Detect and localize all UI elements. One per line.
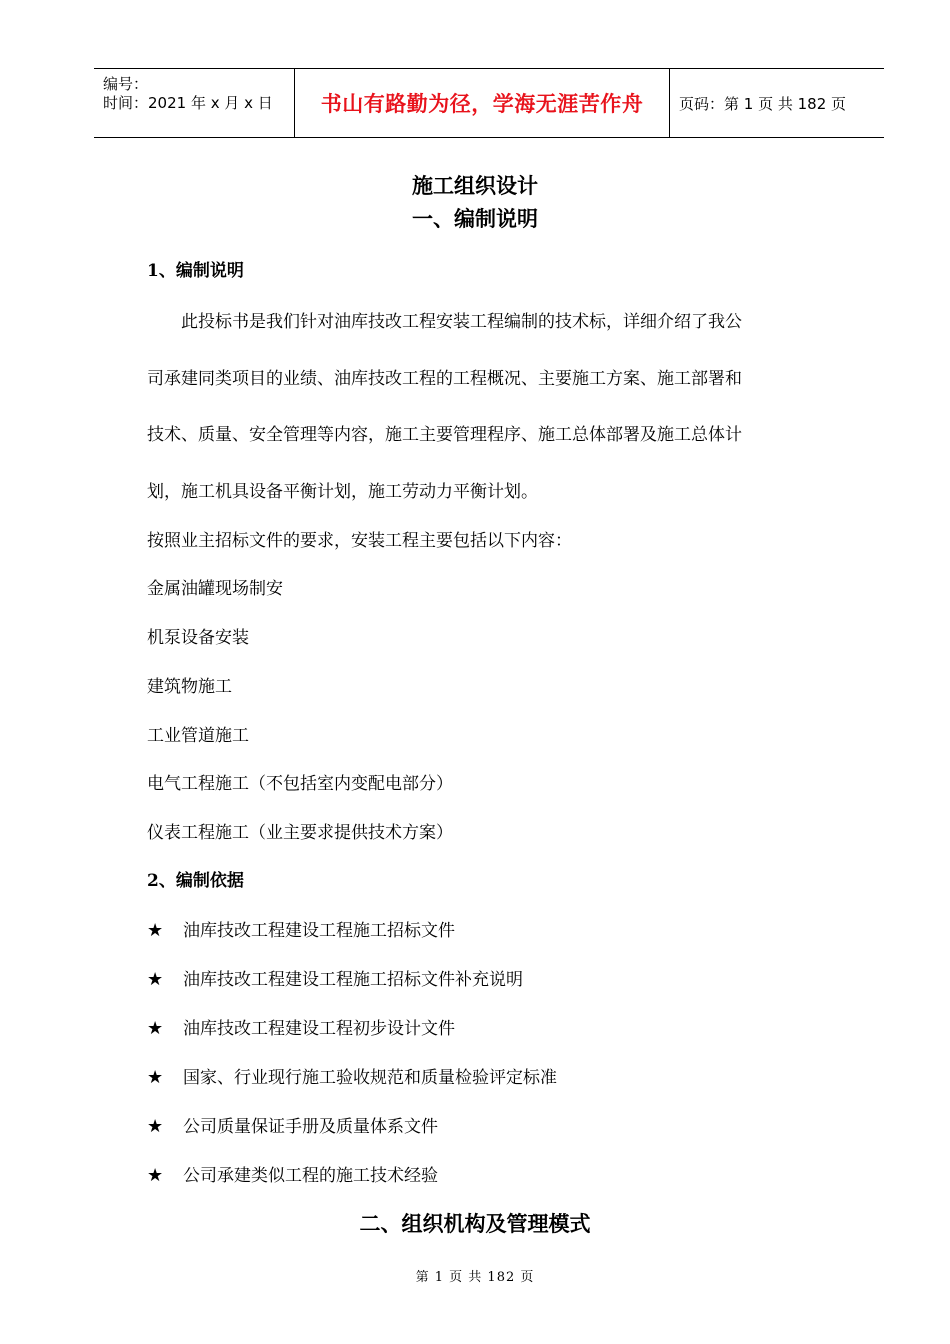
scope-item: 金属油罐现场制安 [147,579,283,599]
paragraph-line: 技术、质量、安全管理等内容，施工主要管理程序、施工总体部署及施工总体计 [147,425,742,445]
motto-text: 书山有路勤为径，学海无涯苦作舟 [320,91,644,116]
subsection-2-title: 2、编制依据 [147,871,244,891]
header-left-cell [94,69,294,137]
basis-item [147,1014,455,1039]
header-motto-cell [294,69,670,137]
star-icon: ★ [147,969,164,990]
star-icon: ★ [147,920,164,941]
star-icon: ★ [147,1165,164,1186]
star-icon: ★ [147,1067,164,1088]
star-icon: ★ [147,1116,164,1137]
scope-item: 建筑物施工 [147,677,232,697]
basis-item-text: 国家、行业现行施工验收规范和质量检验评定标准 [183,1068,557,1088]
paragraph-line: 此投标书是我们针对油库技改工程安装工程编制的技术标，详细介绍了我公 [147,312,742,332]
document-title: 施工组织设计 [412,173,538,198]
basis-item-text: 油库技改工程建设工程施工招标文件 [183,921,455,941]
subsection-1-title: 1、编制说明 [147,261,244,281]
basis-item-text: 油库技改工程建设工程初步设计文件 [183,1019,455,1039]
header-table [94,68,884,138]
scope-item: 机泵设备安装 [147,628,249,648]
scope-item: 电气工程施工（不包括室内变配电部分） [147,774,453,794]
basis-item-text: 油库技改工程建设工程施工招标文件补充说明 [183,970,523,990]
basis-item-text: 公司质量保证手册及质量体系文件 [183,1117,438,1137]
paragraph-line: 司承建同类项目的业绩、油库技改工程的工程概况、主要施工方案、施工部署和 [147,369,742,389]
scope-item: 工业管道施工 [147,726,249,746]
basis-item [147,1112,438,1137]
star-icon: ★ [147,1018,164,1039]
basis-item [147,1161,438,1186]
intro-line: 按照业主招标文件的要求，安装工程主要包括以下内容： [147,531,572,551]
section-2-title: 二、组织机构及管理模式 [359,1211,591,1236]
number-label: 编号： [103,75,149,93]
page-footer: 第 1 页 共 182 页 [415,1270,535,1285]
scope-item: 仪表工程施工（业主要求提供技术方案） [147,823,453,843]
basis-item [147,965,523,990]
basis-item [147,916,455,941]
section-1-title: 一、编制说明 [412,206,538,231]
page-info: 页码：第 1 页 共 182 页 [679,94,847,113]
paragraph-line: 划，施工机具设备平衡计划，施工劳动力平衡计划。 [147,482,538,502]
time-label: 时间：2021 年 x 月 x 日 [103,94,273,112]
basis-item [147,1063,557,1088]
basis-item-text: 公司承建类似工程的施工技术经验 [183,1166,438,1186]
